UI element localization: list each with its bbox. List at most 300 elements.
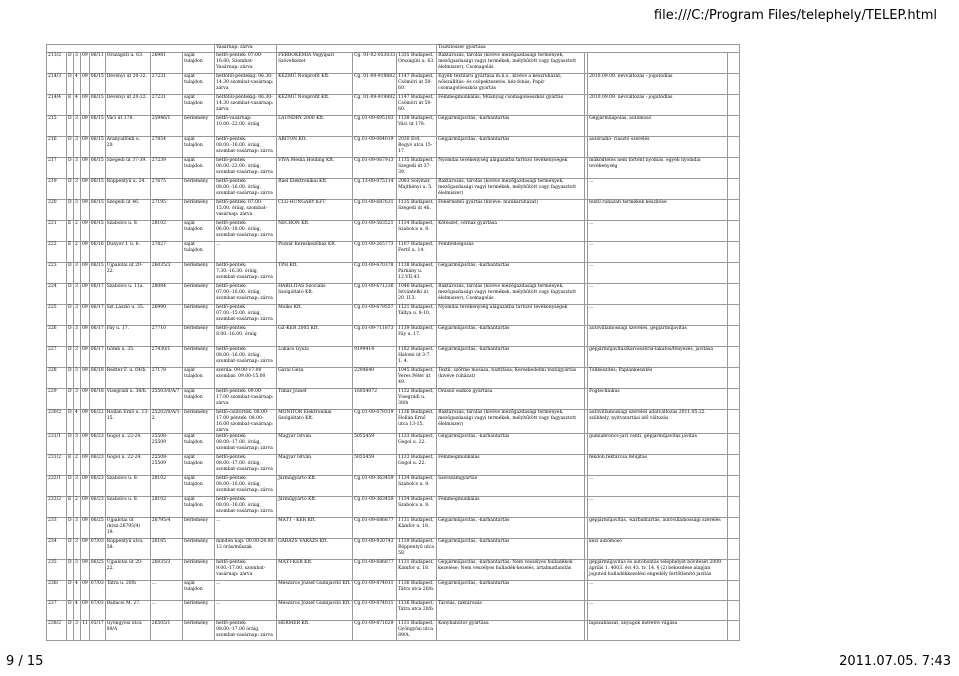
table-cell: hétfő-péntek: 08.00.-16.00. óráig, szombat-vasárnap: zárva: [215, 347, 277, 368]
table-cell: ...: [588, 476, 728, 497]
table-cell: 1134 Budapest, Szabolcs u. 8.: [397, 497, 437, 518]
table-cell: Mészáros József Gumijavító Kft.: [277, 601, 353, 621]
table-cell: Gépjárműjavítás, -karbantartás: [437, 434, 585, 455]
table-row: [47, 601, 740, 621]
table-cell: ...: [588, 179, 728, 200]
browser-url: file:///C:/Program Files/telephely/TELEP.html: [653, 8, 937, 23]
table-cell: Vasárnap: zárva: [215, 45, 277, 53]
table-cell: 27710: [150, 326, 182, 347]
table-cell: 223: [47, 263, 67, 284]
table-cell: Cg. 01-02-053033: [353, 53, 397, 74]
table-cell: 232/2: [47, 497, 67, 518]
table-cell: bérlemény: [183, 347, 215, 368]
table-row: [47, 518, 740, 539]
table-cell: 5055459: [353, 434, 397, 455]
table-row: [47, 476, 740, 497]
table-cell: ...: [588, 242, 728, 263]
table-cell: 28102: [150, 476, 182, 497]
table-cell: LAUNDRY 2000 Kft.: [277, 116, 353, 137]
table-cell: 25202/0/A/1-2: [150, 410, 182, 434]
table-cell: [728, 389, 740, 410]
table-cell: ...: [588, 497, 728, 518]
table-cell: 221: [47, 221, 67, 242]
table-cell: Újpalotai út 20-22.: [105, 263, 150, 284]
table-cell: [728, 476, 740, 497]
table-cell: 09: [81, 389, 90, 410]
table-cell: Fogtechnikus: [588, 389, 728, 410]
table-cell: Cg.01-09-363459: [353, 476, 397, 497]
table-cell: hétfőtől-péntekig: 06.30-14.30 szombat-vasárnap: zárva: [215, 95, 277, 116]
table-cell: 228: [47, 368, 67, 389]
table-cell: ARITON Kft.: [277, 137, 353, 158]
table-cell: Cg.01-09-695103: [353, 116, 397, 137]
table-cell: Dunyov I. u. 6.: [105, 242, 150, 263]
table-cell: autóvillamossági szerelés, gépjárműjavítás: [588, 326, 728, 347]
table-cell: Újpalotai út (hrsz:26795/4) 19.: [105, 518, 150, 539]
table-cell: 1135 Budapest, Szegedi út 37-39.: [397, 158, 437, 179]
table-cell: 09: [81, 200, 90, 221]
table-cell: 06/15: [89, 179, 105, 200]
table-cell: ...: [588, 284, 728, 305]
table-cell: saját tulajdon: [183, 581, 215, 601]
table-cell: 2: [74, 455, 81, 476]
table-cell: 09: [81, 158, 90, 179]
table-cell: 27854: [150, 137, 182, 158]
table-cell: 27231: [150, 74, 182, 95]
table-cell: TPH Kft.: [277, 263, 353, 284]
table-cell: 1046 Budapest, Istvántelki út 20. II.3.: [397, 284, 437, 305]
table-cell: [728, 242, 740, 263]
table-cell: szerda: 09.00-17.00 szombat: 09.00-15.00: [215, 368, 277, 389]
table-cell: 3: [74, 116, 81, 137]
table-row: [47, 53, 740, 74]
table-cell: Gépjárműjavítás, -karbantartás: [437, 116, 585, 137]
table-cell: Tárolás, raktározás: [437, 601, 585, 621]
table-cell: 09: [81, 410, 90, 434]
table-cell: 235: [47, 560, 67, 581]
table-cell: bérlemény: [183, 284, 215, 305]
table-cell: 9199414: [353, 347, 397, 368]
table-cell: 1121 Budapest, Tállya u. 8-10.: [397, 305, 437, 326]
table-cell: 1045 Budapest, Veres Péter út 49.: [397, 368, 437, 389]
table-cell: Cg.01-09-874011: [353, 601, 397, 621]
table-cell: gépjárműjavítás/karosszéria-lakatos/fényezés, javítása: [588, 347, 728, 368]
table-cell: D: [67, 518, 74, 539]
table-cell: ...: [588, 221, 728, 242]
table-cell: D: [67, 305, 74, 326]
table-cell: saját tulajdon: [183, 137, 215, 158]
table-cell: 3: [74, 305, 81, 326]
table-cell: 2204640: [353, 368, 397, 389]
table-cell: Járműgyártó Kft.: [277, 497, 353, 518]
table-cell: Szerszámgyártás: [437, 476, 585, 497]
table-cell: [728, 116, 740, 137]
table-cell: 3: [74, 560, 81, 581]
table-cell: 27675: [150, 179, 182, 200]
table-cell: Cg.01-09-687631: [353, 200, 397, 221]
table-cell: hétfő-péntek: 07.00.-16.00. óráig, szombat-vasárnap: zárva: [215, 284, 277, 305]
table-cell: Tátra u. 20/b: [105, 581, 150, 601]
table-cell: bérlemény: [183, 305, 215, 326]
table-cell: saját tulajdon: [183, 389, 215, 410]
table-cell: 2010.09.09. névváltozás - jogutódlás: [588, 74, 728, 95]
table-cell: textil ruházati termékek készítése: [588, 200, 728, 221]
table-cell: bérlemény: [183, 621, 215, 641]
table-cell: 09: [81, 326, 90, 347]
table-cell: 06/18: [89, 389, 105, 410]
table-cell: Fémfeldolgozás: [437, 242, 585, 263]
table-cell: hétfő-péntek: 9.00.-17.00. szombat-vasárnap: zárva: [215, 560, 277, 581]
table-row: [47, 74, 740, 95]
table-row: [47, 621, 740, 641]
table-cell: D: [67, 581, 74, 601]
table-cell: Tisztítószer gyártása: [437, 45, 740, 53]
table-cell: hétfő-péntek 07.00.-15.00. óráig, szombat-vasárnap: zárva: [215, 305, 277, 326]
table-cell: hétfő-péntek: 09.00-17.00 szombat-vasárnap: zárva: [215, 389, 277, 410]
table-cell: [728, 455, 740, 476]
table-cell: bérlemény: [183, 601, 215, 621]
table-row: [47, 95, 740, 116]
table-cell: 234: [47, 539, 67, 560]
table-cell: Lukács Gyula: [277, 347, 353, 368]
table-cell: 09: [81, 347, 90, 368]
table-cell: lapszabászat, anyagok méretre vágása: [588, 621, 728, 641]
table-cell: 226: [47, 326, 67, 347]
table-cell: [728, 137, 740, 158]
table-cell: 1147 Budapest, Csömöri út 50-60.: [397, 95, 437, 116]
table-cell: Gépjárműjavítás, -karbantartás: [437, 581, 585, 601]
table-cell: Cg.01-09-064019: [353, 137, 397, 158]
table-cell: [728, 368, 740, 389]
table-cell: Cg.01-09-686877: [353, 518, 397, 539]
table-cell: hétfő-péntek: 08.00.-16.00. óráig, szombat-vasárnap: zárva: [215, 497, 277, 518]
table-cell: 238/2: [47, 621, 67, 641]
table-cell: 1134 Budapest, Szabolcs u. 8.: [397, 221, 437, 242]
table-cell: HABILITAS Szociális Szolgáltató Kft.: [277, 284, 353, 305]
table-cell: Raktározás, tárolás (kivéve mezőgazdasági termények, mezőgazdasági vagyi termékek, mélyhűtött vagy fagyasztott élelmiszer); Csomagolás: [437, 53, 585, 74]
table-cell: Fehérnemű gyártás (kivéve: munkaruházat): [437, 200, 585, 221]
table-cell: ...: [215, 518, 277, 539]
table-cell: KÉZMŰ Nonprofit Kft.: [277, 74, 353, 95]
table-cell: Cg.01-09-679557: [353, 305, 397, 326]
table-cell: 06/11: [89, 53, 105, 74]
table-cell: 227: [47, 347, 67, 368]
table-cell: D: [67, 560, 74, 581]
table-cell: Cg.01-09-563521: [353, 221, 397, 242]
table-cell: saját tulajdon: [183, 158, 215, 179]
table-cell: Magyar István: [277, 434, 353, 455]
table-cell: 09: [81, 305, 90, 326]
table-cell: [728, 581, 740, 601]
table-cell: 1147 Budapest, Csömöri út 50-60.: [397, 74, 437, 95]
table-cell: Gogol u. 22-24.: [105, 434, 150, 455]
table-cell: [728, 284, 740, 305]
table-cell: 06/22: [89, 410, 105, 434]
table-cell: [728, 158, 740, 179]
table-cell: Fáy u. 17.: [105, 326, 150, 347]
table-cell: 3: [74, 347, 81, 368]
table-cell: 07/03: [89, 601, 105, 621]
table-cell: FERROKÉMIA Vegyipari Szövetkezet: [277, 53, 353, 74]
table-row: [47, 158, 740, 179]
table-cell: 09: [81, 263, 90, 284]
table-cell: 27239: [150, 158, 182, 179]
table-cell: Újpalotai út 20-22.: [105, 560, 150, 581]
table-cell: 2: [74, 242, 81, 263]
table-cell: Cg.01-09-067913: [353, 158, 397, 179]
table-cell: Fémmegmunkálás; Műanyag csomagolóeszköz gyártás: [437, 95, 585, 116]
table-cell: D: [67, 326, 74, 347]
table-cell: [728, 95, 740, 116]
table-cell: 25508-25509: [150, 455, 182, 476]
table-cell: 07/03: [89, 539, 105, 560]
table-cell: Gépjárműjavítás, -karbantartás: [437, 539, 585, 560]
table-cell: D: [67, 284, 74, 305]
table-cell: E: [67, 242, 74, 263]
table-cell: Nyomdai tevékenység alágazatba tartozó tevékenységek: [437, 305, 585, 326]
table-cell: 09: [81, 560, 90, 581]
table-cell: 1133 Budapest, Gogol u. 22.: [397, 434, 437, 455]
table-cell: Cg.01-09-920743: [353, 539, 397, 560]
table-cell: 09: [81, 368, 90, 389]
table-cell: 27195: [150, 200, 182, 221]
table-cell: ...: [150, 581, 182, 601]
table-cell: [728, 560, 740, 581]
table-cell: D: [67, 434, 74, 455]
table-cell: hétfő-péntek: 07:00-16:00; Szombat-Vasárnap: zárva: [215, 53, 277, 74]
table-cell: Tímár József: [277, 389, 353, 410]
table-cell: 1131 Budapest, Kámfor u. 18.: [397, 560, 437, 581]
table-cell: 26035/3: [150, 263, 182, 284]
table-cell: Fémmegmunkálás: [437, 455, 585, 476]
table-cell: hétfő-péntek: 08.00.-17.00. óráig, szombat-vasárnap: zárva: [215, 455, 277, 476]
table-cell: 09: [81, 497, 90, 518]
table-cell: [728, 410, 740, 434]
table-cell: bérlemény: [183, 116, 215, 137]
table-row: [47, 200, 740, 221]
table-cell: D: [67, 368, 74, 389]
table-cell: 3: [74, 621, 81, 641]
table-cell: 4: [74, 601, 81, 621]
table-cell: 28084: [150, 284, 182, 305]
table-cell: kézi autómosó: [588, 539, 728, 560]
table-cell: gépjárműjavítás és autóbontás telephelyét bővítését 2009. április 1. 4003. évi 43. tv. 14. § (2) bekezdése alapján jogutód hulladékkezelési engedély fertőtlenítő javítás: [588, 560, 728, 581]
table-cell: saját tulajdon: [183, 455, 215, 476]
table-cell: 06/16: [89, 242, 105, 263]
table-cell: 1132 Budapest, Visegrádi u. 38/b: [397, 389, 437, 410]
table-cell: Röppentyű utca 58.: [105, 539, 150, 560]
table-cell: bérlemény: [183, 179, 215, 200]
table-cell: 1182 Budapest, Halomi út 3-7. 1. 4.: [397, 347, 437, 368]
table-cell: autóvillamossági szerelés adatváltozás 2011.05.22. szükhely, nyitvatartási idő változás: [588, 410, 728, 434]
table-cell: D: [67, 476, 74, 497]
table-cell: D: [67, 158, 74, 179]
table-cell: 1136 Budapest, Tátra utca 20/b.: [397, 601, 437, 621]
table-cell: Fémmegmunkálás: [437, 497, 585, 518]
table-cell: 28102: [150, 221, 182, 242]
table-cell: 25946/1: [150, 116, 182, 137]
table-cell: 06/15: [89, 200, 105, 221]
table-cell: Cg. 01-09-919882: [353, 95, 397, 116]
table-cell: [728, 74, 740, 95]
table-cell: D: [67, 539, 74, 560]
table-cell: [728, 434, 740, 455]
table-row: [47, 581, 740, 601]
table-cell: D: [67, 347, 74, 368]
table-cell: hétfő-péntek: 08.00.-17.00 óráig, szombat-vasárnap: zárva: [215, 621, 277, 641]
table-cell: Cg.01-09-265773: [353, 242, 397, 263]
table-cell: D: [67, 601, 74, 621]
table-cell: E: [67, 95, 74, 116]
table-cell: 11: [81, 621, 90, 641]
table-cell: 09: [81, 221, 90, 242]
table-cell: bérlemény: [183, 263, 215, 284]
table-cell: Raktározás, tárolás (kivéve mezőgazdasági termények, mezőgazdasági vagyi termékek, mélyhűtött vagy fagyasztott élelmiszer): [437, 410, 585, 434]
table-row: [47, 242, 740, 263]
table-cell: 3: [74, 518, 81, 539]
table-cell: 06/17: [89, 305, 105, 326]
table-row: [47, 560, 740, 581]
table-cell: 4: [74, 410, 81, 434]
table-cell: 236/: [47, 581, 67, 601]
table-cell: [728, 200, 740, 221]
table-cell: 1135 Budapest, Szegedi út 46.: [397, 200, 437, 221]
table-row: [47, 497, 740, 518]
table-cell: D: [67, 410, 74, 434]
table-cell: 1131 Budapest, Kámfor u. 18.: [397, 518, 437, 539]
table-cell: Gépjárműjavítás, -karbantartás: [437, 518, 585, 539]
table-cell: 06/15: [89, 137, 105, 158]
table-cell: D: [67, 263, 74, 284]
table-cell: Gömb u. 35.: [105, 347, 150, 368]
table-cell: Kötészet, cérnaz gyártása: [437, 221, 585, 242]
table-cell: hétfő-péntek: 08.00.-17.00. óráig, szombat-vasárnap: zárva: [215, 434, 277, 455]
page-number: 9 / 15: [6, 654, 44, 669]
table-row: [47, 221, 740, 242]
table-cell: 06/17: [89, 284, 105, 305]
table-cell: 09: [81, 284, 90, 305]
table-cell: 06/23: [89, 434, 105, 455]
table-cell: [728, 305, 740, 326]
table-cell: 09: [81, 95, 90, 116]
table-cell: 231/2: [47, 455, 67, 476]
table-cell: 07/03: [89, 581, 105, 601]
table-cell: Mészáros József Gumijavító Kft.: [277, 581, 353, 601]
table-cell: 230/2: [47, 410, 67, 434]
table-cell: Gépjárműápolás, autómosó: [588, 116, 728, 137]
table-cell: 1138 Budapest, Váci út 178.: [397, 116, 437, 137]
table-cell: 27231: [150, 95, 182, 116]
table-cell: 06/15: [89, 158, 105, 179]
table-cell: [588, 53, 728, 74]
table-cell: 26185: [150, 539, 182, 560]
table-cell: Badacsi M. 27.: [105, 601, 150, 621]
table-row: [47, 368, 740, 389]
table-cell: minden nap: 00.00-24.00. 12 órás/műszak: [215, 539, 277, 560]
table-cell: 2083 Solymár, Majthényi u. 5.: [397, 179, 437, 200]
table-cell: 1136 Budapest, Hollán Ernő utca 13-15.: [397, 410, 437, 434]
table-cell: hétfő-péntek: 8.00.-16.00. óráig: [215, 326, 277, 347]
table-row: [47, 116, 740, 137]
table-cell: Cg.01-09-874011: [353, 581, 397, 601]
table-cell: ...: [588, 263, 728, 284]
table-cell: D: [67, 53, 74, 74]
table-cell: 27827: [150, 242, 182, 263]
table-cell: Aranyalföldi u. 20.: [105, 137, 150, 158]
table-cell: Magyar István: [277, 455, 353, 476]
table-cell: 06/15: [89, 221, 105, 242]
table-cell: 233: [47, 518, 67, 539]
table-cell: Cg.01-09-670378: [353, 263, 397, 284]
table-cell: Raktározás, tárolás (kivéve mezőgazdasági termények, mezőgazdasági vagyi termékek, mélyhűtött vagy fagyasztott élelmiszer): [437, 179, 585, 200]
table-cell: 3: [74, 158, 81, 179]
table-cell: 1133 Budapest, Gogol u. 22.: [397, 455, 437, 476]
table-cell: Konyhabútor gyártása: [437, 621, 585, 641]
table-cell: 09: [81, 581, 90, 601]
table-row: [47, 45, 740, 53]
table-cell: ...: [588, 305, 728, 326]
table-cell: 1131 Budapest, Gyöngyösi utca 89/A.: [397, 621, 437, 641]
table-cell: hétfő-péntek 06.00.-22.00. óráig, szombat-vasárnap: zárva: [215, 158, 277, 179]
table-cell: 231/1: [47, 434, 67, 455]
table-cell: Reitter F. u. 64/b.: [105, 368, 150, 389]
table-cell: 217: [47, 158, 67, 179]
table-cell: Hollán Ernő u. 13-15.: [105, 410, 150, 434]
table-cell: Tollkészítés; Paplankészítés: [588, 368, 728, 389]
table-cell: 214/3: [47, 74, 67, 95]
table-cell: saját tulajdon: [183, 368, 215, 389]
table-cell: bérlemény: [183, 560, 215, 581]
table-cell: 1138 Budapest, Párkány u. 12.VII.43.: [397, 263, 437, 284]
table-cell: E: [67, 455, 74, 476]
table-cell: Gépjárműjavítás, -karbantartás: [437, 263, 585, 284]
table-cell: 09: [81, 116, 90, 137]
table-cell: Dévényi út 20-22.: [105, 74, 150, 95]
table-row: [47, 326, 740, 347]
table-row: [47, 137, 740, 158]
table-cell: 3: [74, 179, 81, 200]
table-cell: 06/23: [89, 476, 105, 497]
table-cell: 09: [81, 539, 90, 560]
table-cell: saját tulajdon: [183, 242, 215, 263]
table-cell: D: [67, 389, 74, 410]
table-cell: működtetés nem történt nyomás, egyéb nyomdai tevékenység: [588, 158, 728, 179]
table-row: [47, 455, 740, 476]
table-cell: 216: [47, 137, 67, 158]
table-cell: gépjárműjavítás, -karbantartás, autóvillamossági szerelés: [588, 518, 728, 539]
table-cell: Járműgyártó Kft.: [277, 476, 353, 497]
table-cell: 3: [74, 137, 81, 158]
table-cell: 25503/0/A/7: [150, 389, 182, 410]
table-cell: Gépjárműjavítás, -karbantartás; Nem veszélyes hulladékok kezelése; Nem veszélyes hulladék-kezelés, ártalmatlanítás: [437, 560, 585, 581]
table-cell: autóradió- riasztó szerelés: [588, 137, 728, 158]
table-cell: Nyomdai tevékenység alágazatba tartozó tevékenységek: [437, 158, 585, 179]
table-cell: 215: [47, 116, 67, 137]
table-cell: 27178: [150, 368, 182, 389]
table-cell: ...: [215, 242, 277, 263]
table-cell: 2: [74, 497, 81, 518]
table-cell: 25508-25509: [150, 434, 182, 455]
table-cell: gumiabroncs-javí centi, gépjárműjavítás javítás: [588, 434, 728, 455]
table-cell: E: [67, 221, 74, 242]
table-cell: 213/2: [47, 53, 67, 74]
table-cell: 5055459: [353, 455, 397, 476]
table-cell: Cg. 01-09-919882: [353, 74, 397, 95]
table-cell: GZ-KER 2005 Kft.: [277, 326, 353, 347]
table-cell: hétfő-péntek: 7.30.-16.30. óráig, szombat-vasárnap: zárva: [215, 263, 277, 284]
table-cell: hétfő-péntek: 08.00.-16.00. óráig, szombat-vasárnap: zárva: [215, 476, 277, 497]
table-cell: saját tulajdon: [183, 95, 215, 116]
